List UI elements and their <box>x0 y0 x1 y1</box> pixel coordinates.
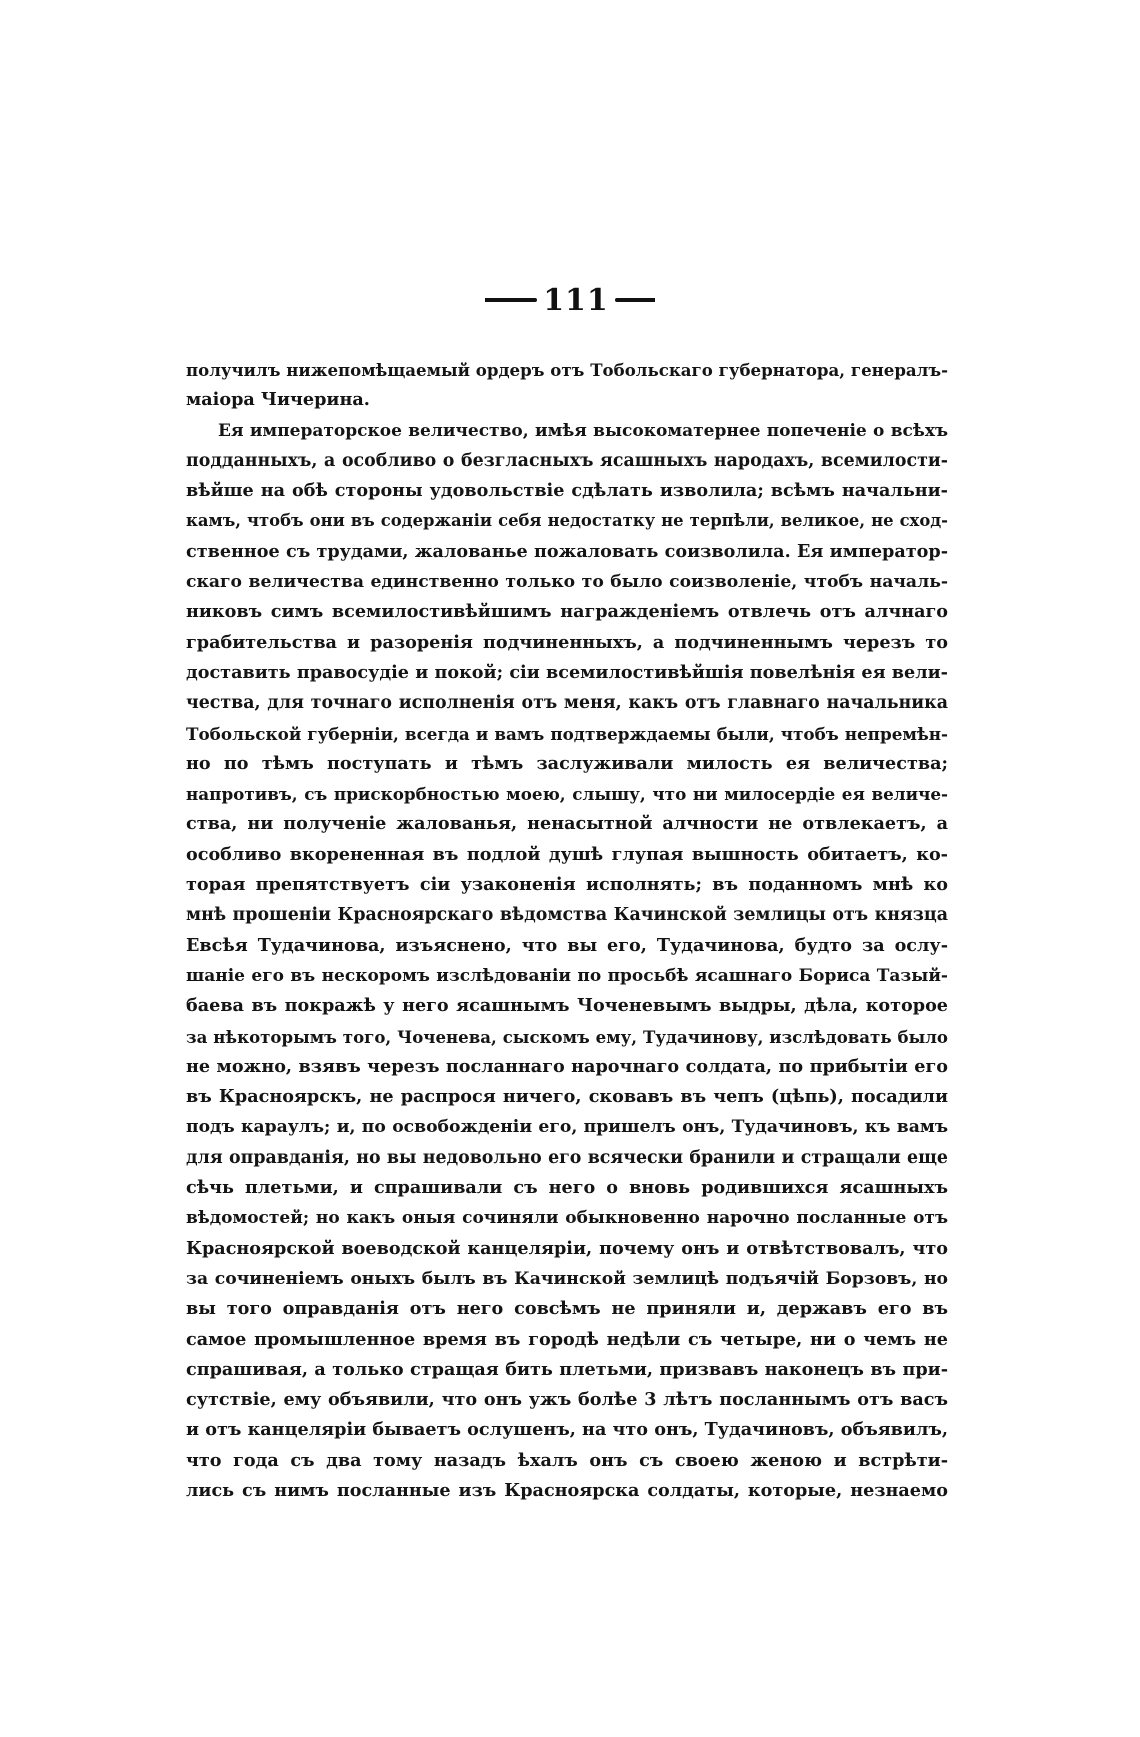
text-line: подъ караулъ; и, по освобожденiи его, пришелъ онъ, Тудачиновъ, къ вамъ <box>186 1117 948 1138</box>
text-line: шанiе его въ нескоромъ изслѣдованiи по просьбѣ ясашнаго Бориса Тазый- <box>186 965 948 986</box>
text-line: особливо вкорененная въ подлой душѣ глупая вышность обитаетъ, ко- <box>186 843 948 865</box>
text-line: грабительства и разоренiя подчиненныхъ, а подчиненнымъ черезъ то <box>186 631 948 653</box>
text-line: Ея императорское величество, имѣя высокоматернее попеченiе о всѣхъ <box>218 420 948 441</box>
text-line: ства, ни полученiе жалованья, ненасытной алчности не отвлекаетъ, а <box>186 813 948 835</box>
text-line: Евсѣя Тудачинова, изъяснено, что вы его, Тудачинова, будто за ослу- <box>186 934 948 956</box>
text-line: скаго величества единственно только то было соизволенiе, чтобъ началь- <box>186 572 948 593</box>
text-line: за нѣкоторымъ того, Чоченева, сыскомъ ему, Тудачинову, изслѣдовать было <box>186 1026 948 1047</box>
text-line: доставить правосудiе и покой; сiи всемилостивѣйшiя повелѣнiя ея вели- <box>186 661 948 683</box>
text-line: но по тѣмъ поступать и тѣмъ заслуживали милость ея величества; <box>186 752 948 774</box>
text-line: мнѣ прошенiи Красноярскаго вѣдомства Качинской землицы отъ князца <box>186 905 948 926</box>
text-line: лись съ нимъ посланные изъ Красноярска солдаты, которые, незнаемо <box>186 1479 948 1501</box>
text-line: спрашивая, а только стращая бить плетьми, призвавъ наконецъ въ при- <box>186 1358 948 1380</box>
text-line: самое промышленное время въ городѣ недѣли съ четыре, ни о чемъ не <box>186 1328 948 1350</box>
text-line: вы того оправданiя отъ него совсѣмъ не приняли и, державъ его въ <box>186 1298 948 1320</box>
text-line: Красноярской воеводской канцелярiи, почему онъ и отвѣтствовалъ, что <box>186 1237 948 1259</box>
text-line: вѣйше на обѣ стороны удовольствiе сдѣлать изволила; всѣмъ начальни- <box>186 480 948 502</box>
text-line: маiора Чичерина. <box>186 389 370 411</box>
text-line: и отъ канцелярiи бываетъ ослушенъ, на что онъ, Тудачиновъ, объявилъ, <box>186 1419 948 1441</box>
text-line: никовъ симъ всемилостивѣйшимъ награжденiемъ отвлечь отъ алчнаго <box>186 601 948 623</box>
text-line: ственное съ трудами, жалованье пожаловать соизволила. Ея император- <box>186 540 948 562</box>
text-line: сутствiе, ему объявили, что онъ ужъ болѣе 3 лѣтъ посланнымъ отъ васъ <box>186 1389 948 1411</box>
text-line: для оправданiя, но вы недовольно его всячески бранили и стращали еще <box>186 1147 948 1168</box>
body-text <box>186 355 948 1506</box>
text-line: чества, для точнаго исполненiя отъ меня, какъ отъ главнаго начальника <box>186 693 948 714</box>
text-line: камъ, чтобъ они въ содержанiи себя недостатку не терпѣли, великое, не сход- <box>186 511 948 531</box>
header-ornament-right <box>615 298 655 302</box>
header-ornament-left <box>485 298 537 302</box>
text-line: получилъ нижепомѣщаемый ордеръ отъ Тобольскаго губернатора, генералъ- <box>186 360 948 380</box>
text-line: вѣдомостей; но какъ оныя сочиняли обыкновенно нарочно посланные отъ <box>186 1208 948 1229</box>
text-line: не можно, взявъ черезъ посланнаго нарочнаго солдата, по прибытiи его <box>186 1055 948 1077</box>
text-line: за сочиненiемъ оныхъ былъ въ Качинской землицѣ подъячiй Борзовъ, но <box>186 1268 948 1289</box>
text-line: подданныхъ, а особливо о безгласныхъ ясашныхъ народахъ, всемилости- <box>186 450 948 471</box>
text-line: Тобольской губернiи, всегда и вамъ подтверждаемы были, чтобъ непремѣн- <box>186 723 948 744</box>
text-line: что года съ два тому назадъ ѣхалъ онъ съ своею женою и встрѣти- <box>186 1449 948 1471</box>
page-header <box>0 280 1140 320</box>
text-line: сѣчь плетьми, и спрашивали съ него о вновь родившихся ясашныхъ <box>186 1177 948 1199</box>
text-line: въ Красноярскъ, не распрося ничего, сковавъ въ чепъ (цѣпь), посадили <box>186 1086 948 1108</box>
text-line: торая препятствуетъ сiи узаконенiя исполнять; въ поданномъ мнѣ ко <box>186 874 948 896</box>
text-line: напротивъ, съ прискорбностью моею, слышу, что ни милосердiе ея величе- <box>186 784 948 805</box>
page-number: 111 <box>543 282 609 318</box>
text-line: баева въ покражѣ у него ясашнымъ Чоченевымъ выдры, дѣла, которое <box>186 995 948 1017</box>
